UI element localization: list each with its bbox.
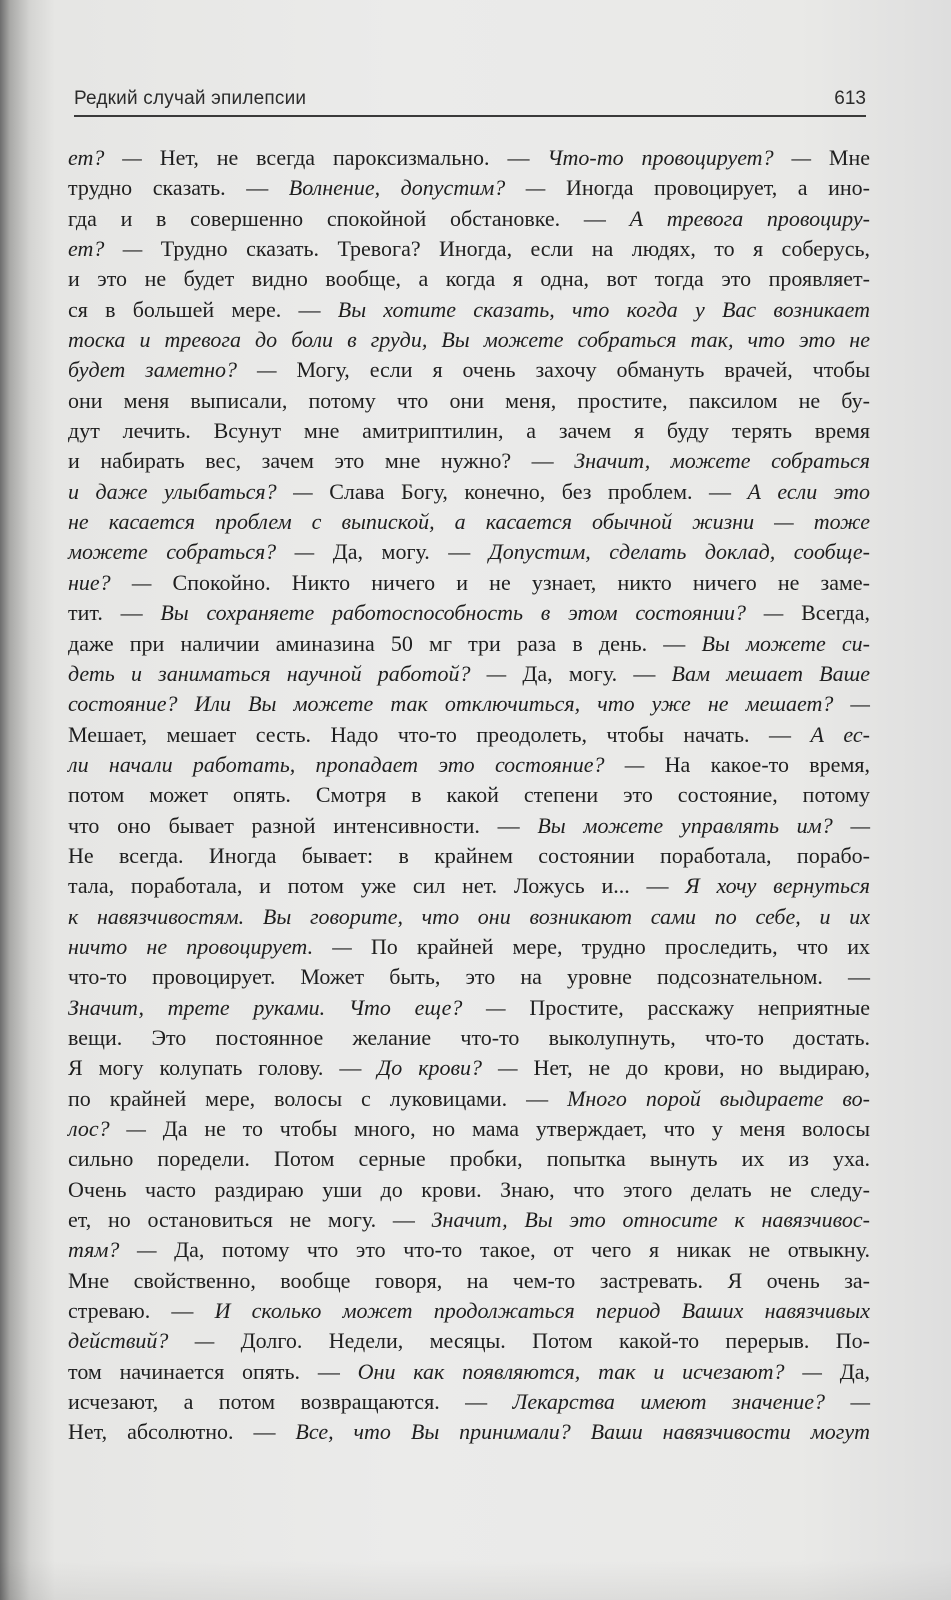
italic-question: А ес- xyxy=(810,721,870,747)
italic-question: тям? — xyxy=(68,1237,175,1263)
text-line xyxy=(68,932,870,962)
italic-question: А если это xyxy=(747,478,871,504)
italic-question: ли начали работать, пропадает это состояние? — xyxy=(68,751,665,777)
italic-question: Вы можете управлять им? — xyxy=(537,812,871,838)
answer-text: Трудно сказать. Тревога? Иногда, если на людях, то я соберусь, xyxy=(160,236,870,262)
page-header xyxy=(74,88,866,122)
text-line xyxy=(68,416,870,446)
answer-text: тала, поработала, и потом уже сил нет. Ложусь и... — xyxy=(68,873,686,899)
answer-text: Мешает, мешает сесть. Надо что-то преодолеть, чтобы начать. — xyxy=(68,721,811,747)
text-line xyxy=(68,962,870,992)
italic-question: Я хочу вернуться xyxy=(685,873,870,899)
answer-text: и набирать вес, зачем это мне нужно? — xyxy=(68,448,575,474)
text-line xyxy=(68,325,870,355)
text-line xyxy=(68,902,870,932)
italic-question: ничто не провоцирует. — xyxy=(68,933,371,959)
page-number: 613 xyxy=(834,88,866,109)
answer-text: Нет, не всегда пароксизмально. — xyxy=(159,145,548,170)
italic-question: Все, что Вы принимали? Ваши навязчивости могут xyxy=(295,1419,870,1445)
answer-text: сильно поредели. Потом серные пробки, попытка вынуть их из уха. xyxy=(68,1146,870,1172)
text-line xyxy=(68,689,870,719)
text-line xyxy=(68,1235,870,1265)
answer-text: Простите, расскажу неприятные xyxy=(529,994,871,1020)
italic-question: Много порой выдираете во- xyxy=(567,1085,870,1111)
italic-question: Значит, трете руками. Что еще? — xyxy=(68,994,530,1020)
text-line xyxy=(68,1205,870,1235)
body-text xyxy=(68,143,870,1448)
answer-text: По крайней мере, трудно проследить, что их xyxy=(370,933,870,959)
italic-question: А тревога провоциру- xyxy=(629,205,870,231)
answer-text: том начинается опять. — xyxy=(68,1358,358,1384)
header-rule xyxy=(74,115,866,117)
italic-question: действий? — xyxy=(68,1328,241,1354)
italic-question: Волнение, допустим? — xyxy=(288,175,566,201)
answer-text: Иногда провоцирует, а ино- xyxy=(565,175,870,201)
text-line xyxy=(68,1387,870,1417)
text-line xyxy=(68,1326,870,1356)
text-line xyxy=(68,1084,870,1114)
answer-text: Да, xyxy=(839,1358,870,1384)
answer-text: трудно сказать. — xyxy=(68,175,289,201)
answer-text: что оно бывает разной интенсивности. — xyxy=(68,812,538,838)
text-line xyxy=(68,143,870,173)
answer-text: Всегда, xyxy=(801,600,870,626)
text-line xyxy=(68,1114,870,1144)
text-line xyxy=(68,629,870,659)
text-line xyxy=(68,1023,870,1053)
text-line xyxy=(68,355,870,385)
italic-question: будет заметно? — xyxy=(68,357,297,383)
text-line xyxy=(68,1144,870,1174)
text-line xyxy=(68,659,870,689)
answer-text: потом может опять. Смотря в какой степени это состояние, потому xyxy=(68,782,870,808)
answer-text: Мне свойственно, вообще говоря, на чем-то застревать. Я очень за- xyxy=(68,1267,870,1293)
italic-question: ет? — xyxy=(68,145,160,170)
text-line xyxy=(68,507,870,537)
answer-text: Да, потому что это что-то такое, от чего я никак не отвыкну. xyxy=(174,1237,870,1263)
text-line xyxy=(68,811,870,841)
answer-text: На какое-то время, xyxy=(664,751,870,777)
answer-text: Спокойно. Никто ничего и не узнает, никто ничего не заме- xyxy=(172,569,870,595)
text-line xyxy=(68,1357,870,1387)
italic-question: И сколько может продолжаться период Ваших навязчивых xyxy=(214,1298,870,1324)
text-line xyxy=(68,446,870,476)
answer-text: по крайней мере, волосы с луковицами. — xyxy=(68,1085,568,1111)
text-line xyxy=(68,871,870,901)
text-line xyxy=(68,1417,870,1447)
answer-text: даже при наличии аминазина 50 мг три раза в день. — xyxy=(68,630,702,656)
text-line xyxy=(68,477,870,507)
text-line xyxy=(68,1296,870,1326)
answer-text: дут лечить. Всунут мне амитриптилин, а зачем я буду терять время xyxy=(68,418,870,444)
answer-text: Да, могу. — xyxy=(332,539,489,565)
italic-question: можете собраться? — xyxy=(68,539,333,565)
italic-question: Вы хотите сказать, что когда у Вас возникает xyxy=(337,296,870,322)
page-shadow xyxy=(0,1560,951,1600)
text-line xyxy=(68,537,870,567)
text-line xyxy=(68,720,870,750)
answer-text: Я могу колупать голову. — xyxy=(68,1055,378,1081)
italic-question: состояние? Или Вы можете так отключиться, что уже не мешает? — xyxy=(68,691,870,717)
answer-text: Долго. Недели, месяцы. Потом какой-то перерыв. По- xyxy=(240,1328,870,1354)
text-line xyxy=(68,295,870,325)
italic-question: к навязчивостям. Вы говорите, что они возникают сами по себе, и их xyxy=(68,903,870,929)
italic-question: Лекарства имеют значение? — xyxy=(512,1389,870,1415)
italic-question: ет? — xyxy=(68,236,161,262)
italic-question: лос? — xyxy=(68,1116,163,1141)
answer-text: ся в большей мере. — xyxy=(68,296,338,322)
italic-question: До крови? — xyxy=(377,1055,534,1081)
answer-text: они меня выписали, потому что они меня, простите, паксилом не бу- xyxy=(68,387,870,413)
text-line xyxy=(68,204,870,234)
text-line xyxy=(68,993,870,1023)
italic-question: Вам мешает Ваше xyxy=(671,660,870,686)
answer-text: стреваю. — xyxy=(68,1298,215,1324)
italic-question: Значит, можете собраться xyxy=(574,448,871,474)
italic-question: Вы можете си- xyxy=(701,630,871,656)
running-title: Редкий случай эпилепсии xyxy=(74,88,307,109)
answer-text: Да, могу. — xyxy=(522,660,672,686)
text-line xyxy=(68,1266,870,1296)
italic-question: не касается проблем с выпиской, а касается обычной жизни — тоже xyxy=(68,509,870,535)
answer-text: Мне xyxy=(828,145,871,170)
text-line xyxy=(68,234,870,264)
text-line xyxy=(68,386,870,416)
answer-text: что-то провоцирует. Может быть, это на уровне подсознательном. — xyxy=(68,964,870,990)
text-line xyxy=(68,264,870,294)
answer-text: Да не то чтобы много, но мама утверждает, что у меня волосы xyxy=(162,1116,871,1141)
italic-question: и даже улыбаться? — xyxy=(68,478,330,504)
answer-text: Нет, не до крови, но выдираю, xyxy=(533,1055,870,1081)
text-line xyxy=(68,598,870,628)
italic-question: тоска и тревога до боли в груди, Вы можете собраться так, что это не xyxy=(68,327,870,353)
answer-text: исчезают, а потом возвращаются. — xyxy=(68,1389,513,1415)
answer-text: ет, но остановиться не могу. — xyxy=(68,1207,432,1233)
text-line xyxy=(68,568,870,598)
italic-question: деть и заниматься научной работой? — xyxy=(68,660,523,686)
answer-text: Нет, абсолютно. — xyxy=(68,1419,296,1445)
text-line xyxy=(68,841,870,871)
answer-text: и это не будет видно вообще, а когда я одна, вот тогда это проявляет- xyxy=(68,266,870,292)
answer-text: гда и в совершенно спокойной обстановке. — xyxy=(68,205,630,231)
text-line xyxy=(68,173,870,203)
text-line xyxy=(68,1175,870,1205)
italic-question: Значит, Вы это относите к навязчивос- xyxy=(431,1207,870,1233)
answer-text: Очень часто раздираю уши до крови. Знаю, что этого делать не следу- xyxy=(68,1176,870,1202)
italic-question: Что-то провоцирует? — xyxy=(547,145,829,170)
answer-text: Слава Богу, конечно, без проблем. — xyxy=(329,478,748,504)
italic-question: Вы сохраняете работоспособность в этом состоянии? — xyxy=(160,600,802,626)
italic-question: ние? — xyxy=(68,569,173,595)
italic-question: Допустим, сделать доклад, сообще- xyxy=(488,539,870,565)
answer-text: вещи. Это постоянное желание что-то выколупнуть, что-то достать. xyxy=(68,1024,870,1050)
text-line xyxy=(68,780,870,810)
text-line xyxy=(68,1053,870,1083)
answer-text: Не всегда. Иногда бывает: в крайнем состоянии поработала, порабо- xyxy=(68,842,870,868)
answer-text: тит. — xyxy=(68,600,161,626)
answer-text: Могу, если я очень захочу обмануть врачей, чтобы xyxy=(296,357,870,383)
text-line xyxy=(68,750,870,780)
italic-question: Они как появляются, так и исчезают? — xyxy=(357,1358,840,1384)
